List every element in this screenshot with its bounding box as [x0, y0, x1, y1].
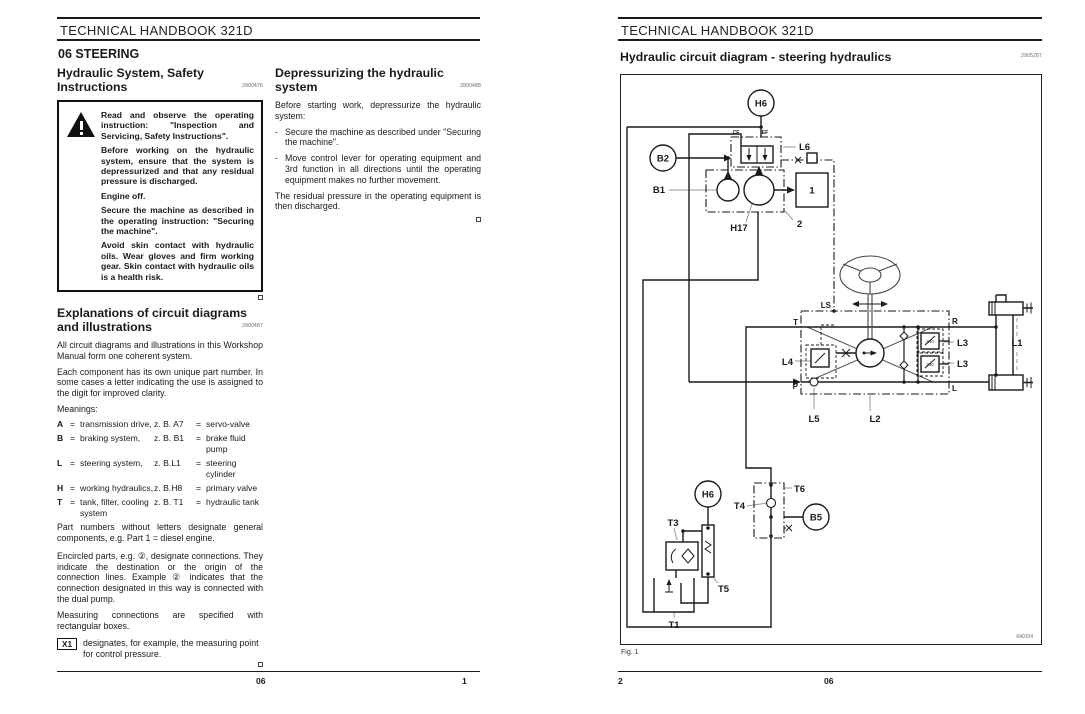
label-l3-bottom: L3	[957, 359, 969, 370]
tank-breather	[665, 584, 673, 592]
b1-pump	[717, 179, 739, 201]
section-end-marker	[476, 217, 481, 222]
figure-frame	[620, 74, 1042, 645]
safety-code: 2800476	[242, 83, 263, 89]
depressurizing-bullet: - Secure the machine as described under "Securing the machine".	[275, 126, 481, 148]
label-l2: L2	[869, 414, 881, 425]
label-t5: T5	[718, 584, 730, 595]
depressurizing-outro: The residual pressure in the operating equipment is then discharged.	[275, 190, 481, 212]
depressurizing-intro: Before starting work, depressurize the hydraulic system:	[275, 100, 481, 121]
warning-paragraph: Before working on the hydraulic system, ensure that the system is depressurized and that any residual pressure is discharged.	[101, 145, 254, 187]
label-h6-top: H6	[754, 98, 768, 110]
warning-paragraph: Avoid skin contact with hydraulic oils. Wear gloves and firm working gear. Skin contact with hydraulic oils is a health risk.	[101, 240, 254, 282]
label-unit-1: 1	[809, 185, 815, 197]
figure-caption: Fig. 1	[621, 649, 639, 656]
warning-paragraph: Engine off.	[101, 190, 146, 201]
safety-warning-box	[57, 100, 263, 292]
diagram-heading: Hydraulic circuit diagram - steering hydraulics 2905287	[620, 50, 1042, 64]
t6-plug-x	[784, 525, 792, 531]
t4-valve	[767, 499, 776, 508]
label-l4: L4	[781, 357, 793, 368]
label-cf-port: CF	[732, 130, 740, 136]
figure-number: 640104	[1016, 634, 1033, 640]
depressurizing-bullet: - Move control lever for operating equipment and 3rd function in all directions until the operating equipment makes no further movement.	[275, 153, 481, 185]
section-end-marker	[258, 662, 263, 667]
left-header-rule-top	[57, 17, 480, 19]
label-l3-top: L3	[957, 338, 969, 349]
label-l-port: L	[952, 384, 957, 393]
left-header-rule-bottom	[57, 39, 480, 41]
label-t-port: T	[793, 318, 798, 327]
left-page-title: TECHNICAL HANDBOOK 321D	[60, 23, 253, 38]
warning-triangle-icon	[67, 112, 95, 137]
l5-check-valve	[810, 378, 818, 386]
right-footer-rule	[618, 671, 1042, 672]
left-page-right-column	[275, 66, 481, 228]
depressurizing-code: 2800488	[460, 83, 481, 89]
label-ls-port: LS	[820, 301, 831, 310]
depressurizing-heading: Depressurizing the hydraulic system 2800488	[275, 66, 481, 94]
right-footer-page: 2	[618, 676, 623, 686]
warning-paragraph: Read and observe the operating instruction: "Inspection and Servicing, Safety Instructions".	[101, 110, 254, 141]
meanings-label: Meanings:	[57, 404, 98, 415]
label-t4: T4	[733, 501, 745, 512]
label-b1: B1	[652, 185, 666, 196]
meaning-row: A = transmission drive, z. B. A7 = servo-valve	[57, 418, 250, 429]
label-b2: B2	[656, 153, 670, 165]
label-l5: L5	[808, 414, 820, 425]
right-footer-chapter: 06	[824, 676, 834, 686]
label-h17: H17	[730, 223, 748, 234]
label-l6: L6	[799, 142, 811, 153]
component-details	[665, 146, 1031, 592]
explanations-paragraph-2: Each component has its own unique part number. In some cases a letter indicating the use is assigned to the digit for improved clarity.	[57, 366, 263, 399]
label-t3: T3	[667, 518, 679, 529]
explanations-heading: Explanations of circuit diagrams and illustrations 2800487	[57, 306, 263, 335]
right-header-rule-bottom	[618, 39, 1042, 41]
meaning-row: B = braking system, z. B. B1 = brake fluid pump	[57, 433, 246, 454]
measuring-paragraph: Measuring connections are specified with rectangular boxes.	[57, 609, 263, 631]
measuring-connection-box	[807, 153, 817, 163]
explanations-code: 2800487	[242, 323, 263, 330]
label-t6: T6	[794, 484, 806, 495]
steering-column	[868, 294, 872, 339]
safety-heading: Hydraulic System, Safety Instructions 2800476	[57, 66, 263, 94]
label-240-bottom: 240	[926, 362, 934, 367]
label-t1: T1	[668, 620, 680, 631]
section-end-marker	[258, 295, 263, 300]
label-r-port: R	[952, 317, 958, 326]
label-l1: L1	[1011, 338, 1023, 349]
arrowheads	[667, 155, 889, 586]
meaning-row: T = tank, filter, cooling system z. B. T1 = hydraulic tank	[57, 497, 260, 518]
x1-text: designates, for example, the measuring point for control pressure.	[83, 638, 259, 660]
label-h6-bottom: H6	[701, 489, 715, 501]
x1-box: X1	[57, 638, 77, 650]
x1-note	[57, 638, 263, 660]
section-title: 06 STEERING	[58, 47, 140, 61]
left-footer-chapter: 06	[256, 676, 266, 686]
components	[666, 146, 1023, 577]
explanations-paragraph-1: All circuit diagrams and illustrations in this Workshop Manual form one coherent system.	[57, 340, 263, 361]
steering-cylinder-bottom	[989, 375, 1023, 390]
encircled-paragraph: Encircled parts, e.g. ②, designate connections. They indicate the destination or the origin of the connection lines. Example ② indicates that the connection designated in this way is connected with the dual pump.	[57, 550, 263, 604]
label-unit-2: 2	[797, 219, 803, 230]
left-footer-rule	[57, 671, 480, 672]
right-page-title: TECHNICAL HANDBOOK 321D	[621, 23, 814, 38]
left-footer-page: 1	[462, 676, 467, 686]
right-header-rule-top	[618, 17, 1042, 19]
left-column	[57, 66, 263, 673]
meaning-row: L = steering system, z. B.L1 = steering cylinder	[57, 458, 237, 479]
h17-pump	[744, 175, 774, 205]
diagram-code: 2905287	[1021, 53, 1042, 59]
steering-cylinder-top	[989, 302, 1023, 315]
label-ef-port: EF	[761, 130, 769, 136]
label-240-top: 240	[926, 339, 934, 344]
label-p-port: P	[792, 382, 798, 391]
meaning-row: H = working hydraulics, z. B.H8 = primary valve	[57, 482, 258, 493]
hydraulic-circuit-diagram	[621, 75, 1040, 643]
warning-paragraph: Secure the machine as described in the operating instruction: "Securing the machine".	[101, 205, 254, 237]
parts-paragraph: Part numbers without letters designate general components, e.g. Part 1 = diesel engine.	[57, 522, 263, 543]
label-b5: B5	[809, 512, 823, 524]
